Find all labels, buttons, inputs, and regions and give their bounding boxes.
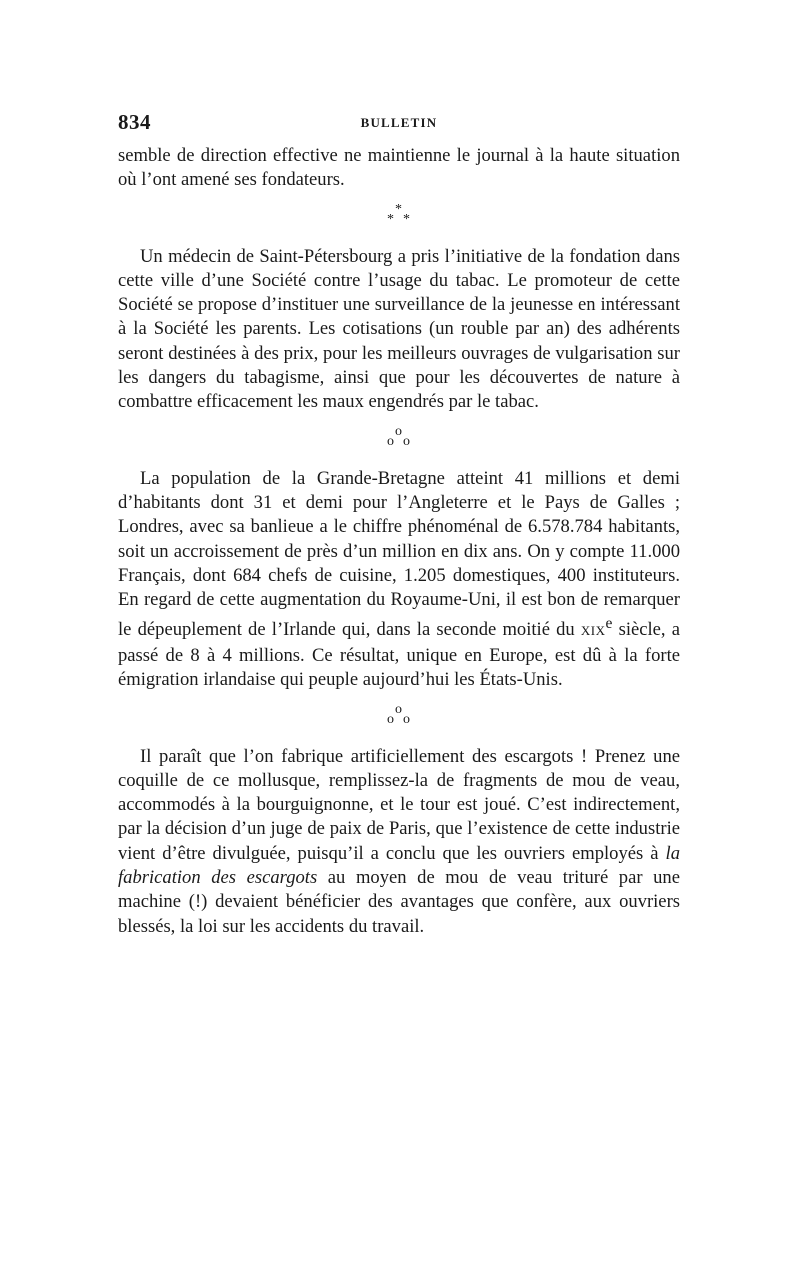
paragraph-text: siècle, a passé de 8 à 4 millions. Ce résultat, unique en Europe, est dû à la forte émigration irlandaise qui peuple aujourd’hui les États-Unis. bbox=[118, 619, 680, 691]
paragraph-continuation: semble de direction effective ne maintienne le journal à la haute situation où l’ont amené ses fondateurs. bbox=[118, 145, 680, 191]
separator-circle: o bbox=[403, 433, 410, 449]
asterism-star: * bbox=[395, 201, 402, 217]
century-superscript: e bbox=[605, 615, 613, 633]
century-numeral: XIX bbox=[580, 623, 606, 639]
circle-separator bbox=[369, 703, 429, 733]
asterism-star: * bbox=[403, 211, 410, 227]
asterism-separator bbox=[369, 203, 429, 233]
page-header bbox=[118, 110, 680, 144]
paragraph-text: au moyen de mou de veau trituré par une machine (!) devaient bénéficier des avantages que confère, aux ouvriers blessés, la loi sur les accidents du travail. bbox=[118, 867, 680, 937]
document-page bbox=[118, 110, 680, 939]
separator-circle: o bbox=[387, 433, 394, 449]
separator-circle: o bbox=[395, 423, 402, 439]
separator-circle: o bbox=[395, 701, 402, 717]
circle-separator bbox=[369, 425, 429, 455]
paragraph-snails bbox=[118, 745, 680, 939]
page-number: 834 bbox=[118, 110, 151, 134]
italic-phrase: la fabrication des escargots bbox=[118, 842, 680, 889]
paragraph-tobacco-society: Un médecin de Saint-Pétersbourg a pris l’initiative de la fondation dans cette ville d’une Société contre l’usage du tabac. Le promoteur de cette Société se propose d’instituer une surveillance de la jeunesse en intéressant à la Société les parents. Les cotisations (un rouble par an) des adhérents seront destinées à des prix, pour les meilleurs ouvrages de vulgarisation sur les dangers du tabagisme, ainsi que pour les découvertes de nature à combattre efficacement les maux engendrés par le tabac. bbox=[118, 245, 680, 413]
running-head: BULLETIN bbox=[360, 115, 438, 130]
separator-circle: o bbox=[403, 711, 410, 727]
paragraph-text: Il paraît que l’on fabrique artificiellement des escargots ! Prenez une coquille de ce mollusque, remplissez-la de fragments de mou de veau, accommodés à la bourguignonne, et le tour est joué. C’est indirectement, par la décision d’un juge de paix de Paris, que l’existence de cette industrie vient d’être divulguée, puisqu’il a conclu que les ouvriers employés à bbox=[118, 745, 680, 864]
paragraph-population bbox=[118, 467, 680, 693]
separator-circle: o bbox=[387, 711, 394, 727]
asterism-star: * bbox=[387, 211, 394, 227]
paragraph-text: La population de la Grande-Bretagne atteint 41 millions et demi d’habitants dont 31 et demi pour l’Angleterre et le Pays de Galles ; Londres, avec sa banlieue a le chiffre phénoménal de 6.578.784 habitants, soit un accroissement de près d’un million en dix ans. On y compte 11.000 Français, dont 684 chefs de cuisine, 1.205 domestiques, 400 instituteurs. En regard de cette augmentation du Royaume-Uni, il est bon de remarquer le dépeuplement de l’Irlande qui, dans la seconde moitié du bbox=[118, 467, 680, 641]
